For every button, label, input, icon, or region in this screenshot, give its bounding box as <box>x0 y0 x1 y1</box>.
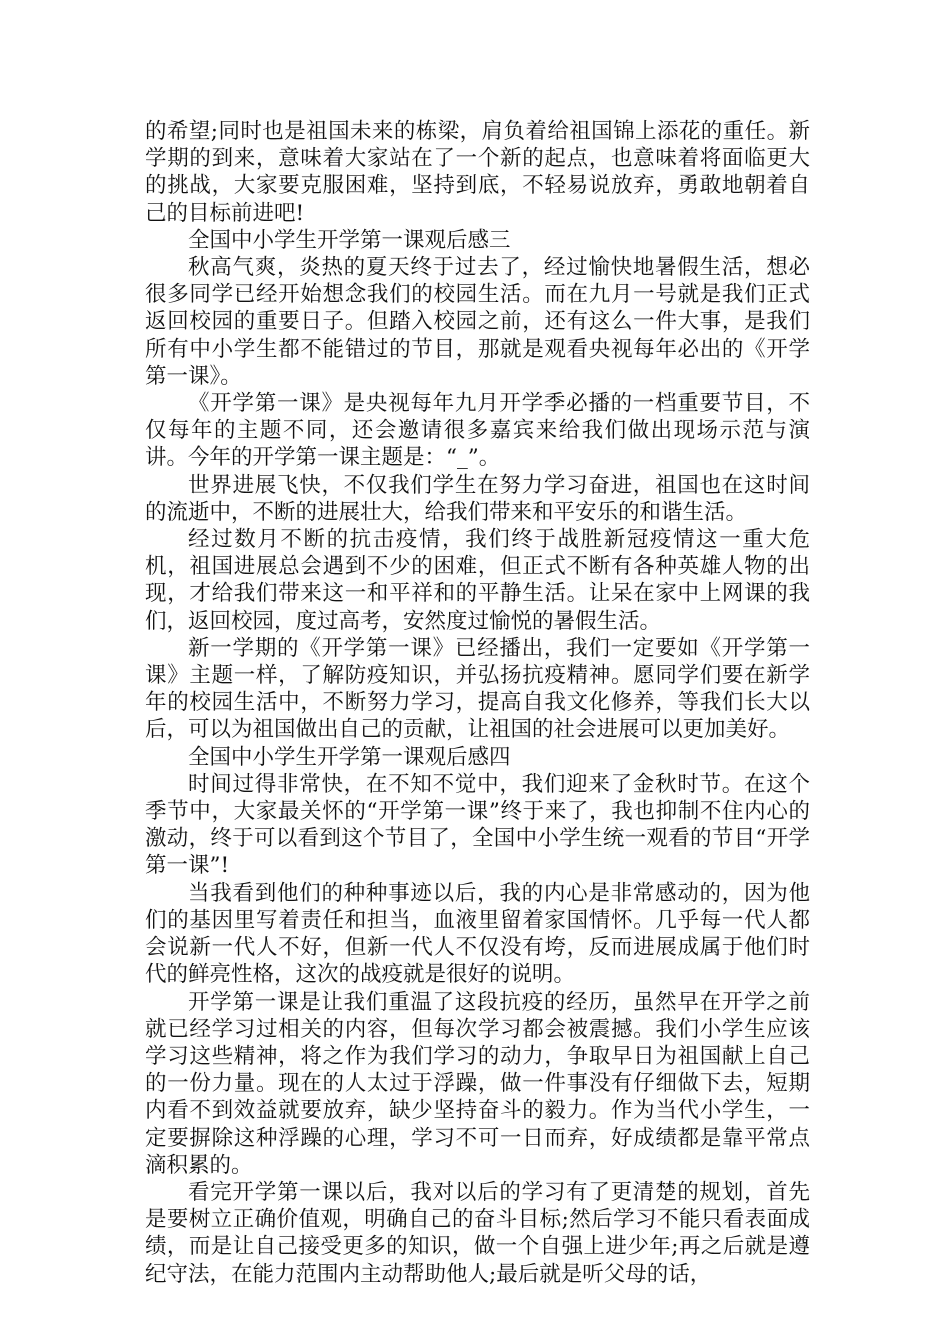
paragraph: 秋高气爽，炎热的夏天终于过去了，经过愉快地暑假生活，想必很多同学已经开始想念我们的校园生活。而在九月一号就是我们正式返回校园的重要日子。但踏入校园之前，还有这么一件大事，是我们所有中小学生都不能错过的节目，那就是观看央视每年必出的《开学第一课》。 <box>145 255 810 389</box>
paragraph: 看完开学第一课以后，我对以后的学习有了更清楚的规划，首先是要树立正确价值观，明确自己的奋斗目标;然后学习不能只看表面成绩，而是让自己接受更多的知识，做一个自强上进少年;再之后就是遵纪守法，在能力范围内主动帮助他人;最后就是听父母的话， <box>145 1179 810 1287</box>
paragraph: 当我看到他们的种种事迹以后，我的内心是非常感动的，因为他们的基因里写着责任和担当，血液里留着家国情怀。几乎每一代人都会说新一代人不好，但新一代人不仅没有垮，反而进展成属于他们时代的鲜亮性格，这次的战疫就是很好的说明。 <box>145 880 810 988</box>
paragraph: 经过数月不断的抗击疫情，我们终于战胜新冠疫情这一重大危机，祖国进展总会遇到不少的困难，但正式不断有各种英雄人物的出现，才给我们带来这一和平祥和的平静生活。让呆在家中上网课的我们，返回校园，度过高考，安然度过愉悦的暑假生活。 <box>145 527 810 634</box>
paragraph: 《开学第一课》是央视每年九月开学季必播的一档重要节目，不仅每年的主题不同，还会邀请很多嘉宾来给我们做出现场示范与演讲。今年的开学第一课主题是：“_”。 <box>145 391 810 471</box>
section-heading-three: 全国中小学生开学第一课观后感三 <box>188 227 511 253</box>
paragraph: 世界进展飞快，不仅我们学生在努力学习奋进，祖国也在这时间的流逝中，不断的进展壮大，给我们带来和平安乐的和谐生活。 <box>145 472 810 525</box>
paragraph: 时间过得非常快，在不知不觉中，我们迎来了金秋时节。在这个季节中，大家最关怀的“开学第一课”终于来了，我也抑制不住内心的激动，终于可以看到这个节目了，全国中小学生统一观看的节目“开学第一课”! <box>145 771 810 879</box>
paragraph: 开学第一课是让我们重温了这段抗疫的经历，虽然早在开学之前就已经学习过相关的内容，但每次学习都会被震撼。我们小学生应该学习这些精神，将之作为我们学习的动力，争取早日为祖国献上自己的一份力量。现在的人太过于浮躁，做一件事没有仔细做下去，短期内看不到效益就要放弃，缺少坚持奋斗的毅力。作为当代小学生，一定要摒除这种浮躁的心理，学习不可一日而弃，好成绩都是靠平常点滴积累的。 <box>145 989 810 1178</box>
paragraph: 新一学期的《开学第一课》已经播出，我们一定要如《开学第一课》主题一样，了解防疫知识，并弘扬抗疫精神。愿同学们要在新学年的校园生活中，不断努力学习，提高自我文化修养，等我们长大以后，可以为祖国做出自己的贡献，让祖国的社会进展可以更加美好。 <box>145 635 810 743</box>
document-page <box>145 118 810 1288</box>
section-heading-four: 全国中小学生开学第一课观后感四 <box>188 744 511 770</box>
paragraph-continued: 的希望;同时也是祖国未来的栋梁，肩负着给祖国锦上添花的重任。新学期的到来，意味着大家站在了一个新的起点，也意味着将面临更大的挑战，大家要克服困难，坚持到底，不轻易说放弃，勇敢地朝着自己的目标前进吧! <box>145 119 810 226</box>
